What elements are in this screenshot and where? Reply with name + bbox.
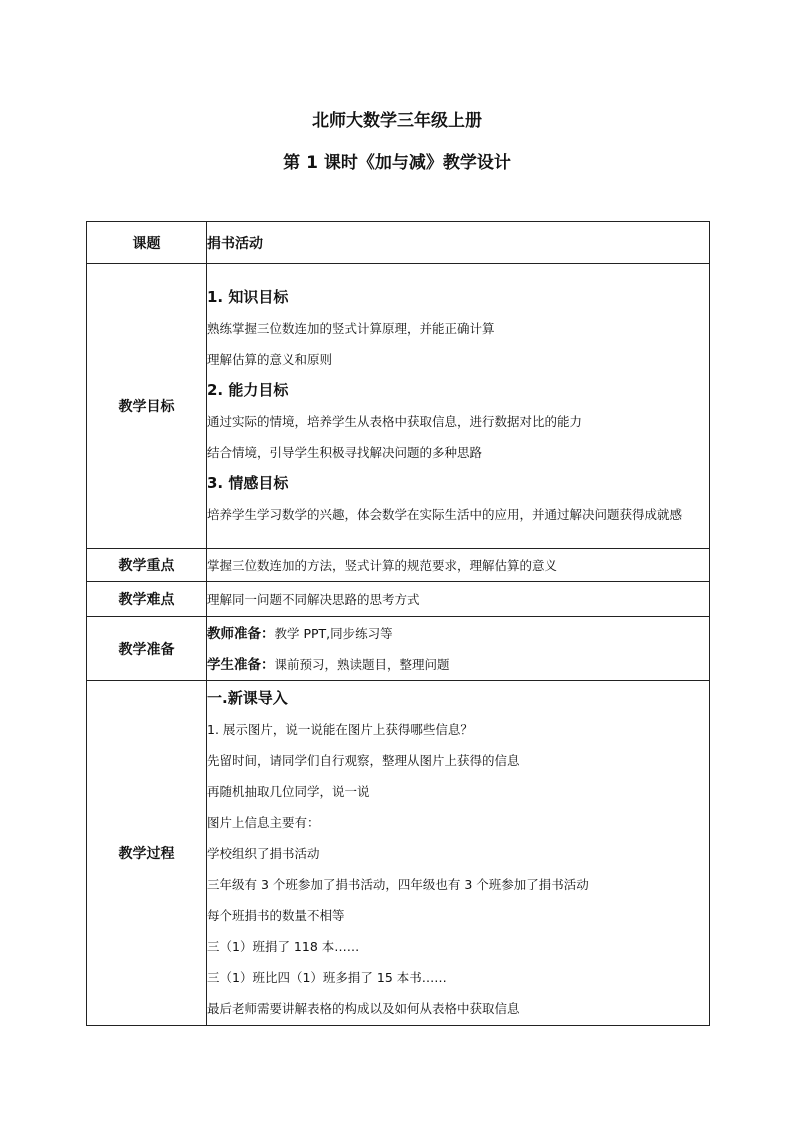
goal-item: 通过实际的情境，培养学生从表格中获取信息，进行数据对比的能力 <box>207 414 583 429</box>
row-label-goals: 教学目标 <box>87 264 207 549</box>
table-row-process <box>87 681 710 1026</box>
process-line: 每个班捐书的数量不相等 <box>207 907 345 923</box>
row-label-focus: 教学重点 <box>87 549 207 582</box>
goal-heading: 2. 能力目标 <box>207 381 289 399</box>
table-row-prep <box>87 617 710 681</box>
table-row-difficulty <box>87 582 710 617</box>
row-label-topic: 课题 <box>87 222 207 264</box>
process-line: 再随机抽取几位同学，说一说 <box>207 783 370 799</box>
goal-item: 结合情境，引导学生积极寻找解决问题的多种思路 <box>207 445 483 460</box>
teacher-prep-value: 教学 PPT,同步练习等 <box>274 625 393 641</box>
process-line: 三年级有 3 个班参加了捐书活动，四年级也有 3 个班参加了捐书活动 <box>207 876 589 892</box>
process-line: 先留时间，请同学们自行观察，整理从图片上获得的信息 <box>207 752 520 768</box>
table-row-focus <box>87 549 710 582</box>
row-label-prep: 教学准备 <box>87 617 207 681</box>
row-label-process: 教学过程 <box>87 681 207 1026</box>
table-row-topic <box>87 222 710 264</box>
difficulty-value: 理解同一问题不同解决思路的思考方式 <box>207 591 420 607</box>
teacher-prep-label: 教师准备： <box>207 625 275 642</box>
topic-value: 捐书活动 <box>207 222 710 264</box>
process-heading: 一.新课导入 <box>207 688 288 707</box>
process-line: 学校组织了捐书活动 <box>207 845 320 861</box>
process-content <box>207 681 710 1026</box>
lesson-plan-table <box>86 221 710 1026</box>
goals-content <box>207 264 710 549</box>
process-line: 三（1）班比四（1）班多捐了 15 本书…… <box>207 969 447 985</box>
focus-value: 掌握三位数连加的方法，竖式计算的规范要求，理解估算的意义 <box>207 557 558 573</box>
goal-item: 熟练掌握三位数连加的竖式计算原理，并能正确计算 <box>207 321 495 336</box>
process-line: 图片上信息主要有： <box>207 814 320 830</box>
goal-heading: 3. 情感目标 <box>207 474 289 492</box>
process-line: 1. 展示图片，说一说能在图片上获得哪些信息？ <box>207 721 473 737</box>
process-line: 最后老师需要讲解表格的构成以及如何从表格中获取信息 <box>207 1000 520 1016</box>
goal-item: 理解估算的意义和原则 <box>207 352 333 367</box>
document-title: 北师大数学三年级上册 <box>312 111 482 131</box>
table-row-goals <box>87 264 710 549</box>
student-prep-value: 课前预习，熟读题目，整理问题 <box>274 656 450 672</box>
prep-content <box>207 617 710 681</box>
student-prep-label: 学生准备： <box>207 656 275 673</box>
goal-item: 培养学生学习数学的兴趣，体会数学在实际生活中的应用，并通过解决问题获得成就感 <box>207 507 683 522</box>
process-line: 三（1）班捐了 118 本…… <box>207 938 360 954</box>
document-subtitle: 第 1 课时《加与减》教学设计 <box>283 153 511 173</box>
row-label-difficulty: 教学难点 <box>87 582 207 617</box>
goal-heading: 1. 知识目标 <box>207 288 289 306</box>
